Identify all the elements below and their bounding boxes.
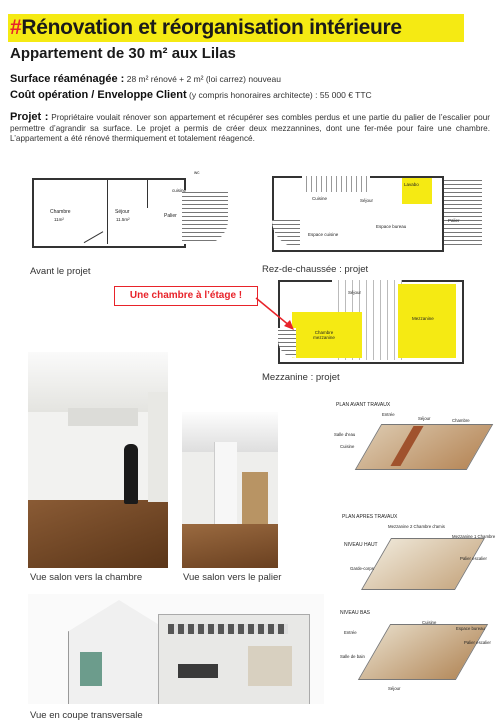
callout-arrow: [250, 294, 300, 334]
page-subtitle: Appartement de 30 m² aux Lilas: [10, 45, 236, 62]
axo-niveau-bas: NIVEAU BAS: [340, 610, 371, 616]
caption-mezzanine: Mezzanine : projet: [262, 372, 340, 383]
axo-niveau-haut: NIVEAU HAUT: [344, 542, 378, 548]
callout-chambre: Une chambre à l’étage !: [114, 286, 258, 306]
axo-bas-floor: [358, 624, 488, 680]
avant-chambre-label: Chambre: [50, 209, 71, 215]
axo-bas-label: Espace bureau: [456, 626, 485, 631]
cout-value: (y compris honoraires architecte) : 55 000 € TTC: [189, 90, 372, 100]
mezz-mezzanine-zone: [398, 284, 456, 358]
photo-salon-chambre: [28, 352, 168, 568]
axo-avant-floor: [355, 424, 494, 470]
caption-salon-palier: Vue salon vers le palier: [183, 572, 282, 583]
axo-bas-label: Entrée: [344, 630, 357, 635]
rdc-palier-stair: [444, 180, 482, 248]
section-coupe: [28, 594, 324, 704]
axo-haut-label: Mezzanine 1 Chambre: [452, 534, 496, 539]
caption-avant: Avant le projet: [30, 266, 91, 277]
title-text: Rénovation et réorganisation intérieure: [21, 16, 402, 39]
rdc-sejour-label: Séjour: [360, 198, 374, 203]
plan-avant-partition-2: [147, 178, 148, 208]
avant-chambre-area: 11m²: [54, 217, 64, 222]
beams: [168, 624, 288, 634]
white-column: [214, 442, 237, 532]
page-title: [10, 14, 402, 42]
photo-salon-palier: [182, 412, 278, 568]
projet-text: Propriétaire voulait rénover son appartement et récupérer ses combles perdus et une partie du palier de l’escalier pour permettre d’agrandir sa surface. Le projet a permis de créer deux mezzannines, dont une fer-mée pour faire une chambre. L’appartement a été rénové thermiquement et totalement réagencé.: [10, 113, 490, 144]
projet-label: Projet :: [10, 111, 49, 123]
green-cabinet: [80, 652, 102, 686]
avant-sejour-label: Séjour: [115, 209, 130, 215]
rdc-espace-bureau-label: Espace bureau: [376, 224, 407, 229]
axo-apres-title: PLAN APRES TRAVAUX: [342, 514, 398, 520]
avant-cuisine-label: cuisine: [172, 188, 187, 193]
axo-bas-label: Salle de bain: [340, 654, 365, 659]
rdc-kitchen-counter: [302, 176, 370, 192]
plan-avant-partition: [107, 178, 108, 244]
axo-haut-label: Garde-corps: [350, 566, 374, 571]
axo-haut-label: Palier escalier: [460, 556, 487, 561]
title-hash: #: [10, 16, 22, 39]
plan-avant-staircase: [182, 190, 228, 244]
axo-bas-label: Palier escalier: [464, 640, 491, 645]
person-silhouette: [124, 444, 138, 504]
projet-paragraph: [10, 112, 490, 145]
rdc-palier-label: Palier: [448, 218, 460, 223]
plan-mezzanine: [272, 278, 472, 364]
rdc-cuisine-label: Cuisine: [312, 196, 328, 201]
surface-value: 28 m² rénové + 2 m² (loi carrez) nouveau: [126, 74, 281, 84]
avant-wc-label: wc: [194, 170, 200, 175]
caption-salon-chambre: Vue salon vers la chambre: [30, 572, 143, 583]
surface-line: [10, 74, 281, 85]
mezz-mezzanine-label: Mezzanine: [412, 316, 434, 321]
axo-haut-label: Mezzanine 2 Chambre d’amis: [388, 524, 445, 529]
cout-label: Coût opération / Enveloppe Client: [10, 89, 187, 101]
plan-avant: [22, 170, 244, 262]
wood-floor: [28, 500, 168, 568]
caption-rdc: Rez-de-chaussée : projet: [262, 264, 369, 275]
mezz-sejour-label: Séjour: [348, 290, 362, 295]
axo-bas-label: Cuisine: [422, 620, 437, 625]
axo-avant-label: Chambre: [452, 418, 470, 423]
palier-door: [242, 472, 268, 532]
mezzanine-edge: [68, 408, 138, 426]
dining-table: [178, 664, 218, 678]
plan-rdc: [260, 170, 492, 262]
axo-avant-title: PLAN AVANT TRAVAUX: [336, 402, 391, 408]
surface-label: Surface réaménagée :: [10, 73, 125, 85]
axo-avant-label: Cuisine: [340, 444, 355, 449]
axo-avant: [332, 400, 496, 490]
axo-apres: [332, 514, 496, 720]
mezz-chambre-label: Chambre mezzanine: [313, 330, 335, 340]
axo-haut-floor: [361, 538, 485, 590]
avant-sejour-area: 11.5m²: [116, 217, 130, 222]
avant-palier-label: Palier: [164, 213, 177, 219]
axo-bas-label: Séjour: [388, 686, 401, 691]
axo-avant-label: Séjour: [418, 416, 431, 421]
caption-coupe: Vue en coupe transversale: [30, 710, 143, 721]
rdc-lavabo-label: Lavabo: [404, 182, 419, 187]
cout-line: [10, 90, 372, 101]
rdc-espace-cuisine-label: Espace cuisine: [308, 232, 339, 237]
axo-avant-label: Entrée: [382, 412, 395, 417]
axo-avant-label: Salle d’eau: [334, 432, 356, 437]
